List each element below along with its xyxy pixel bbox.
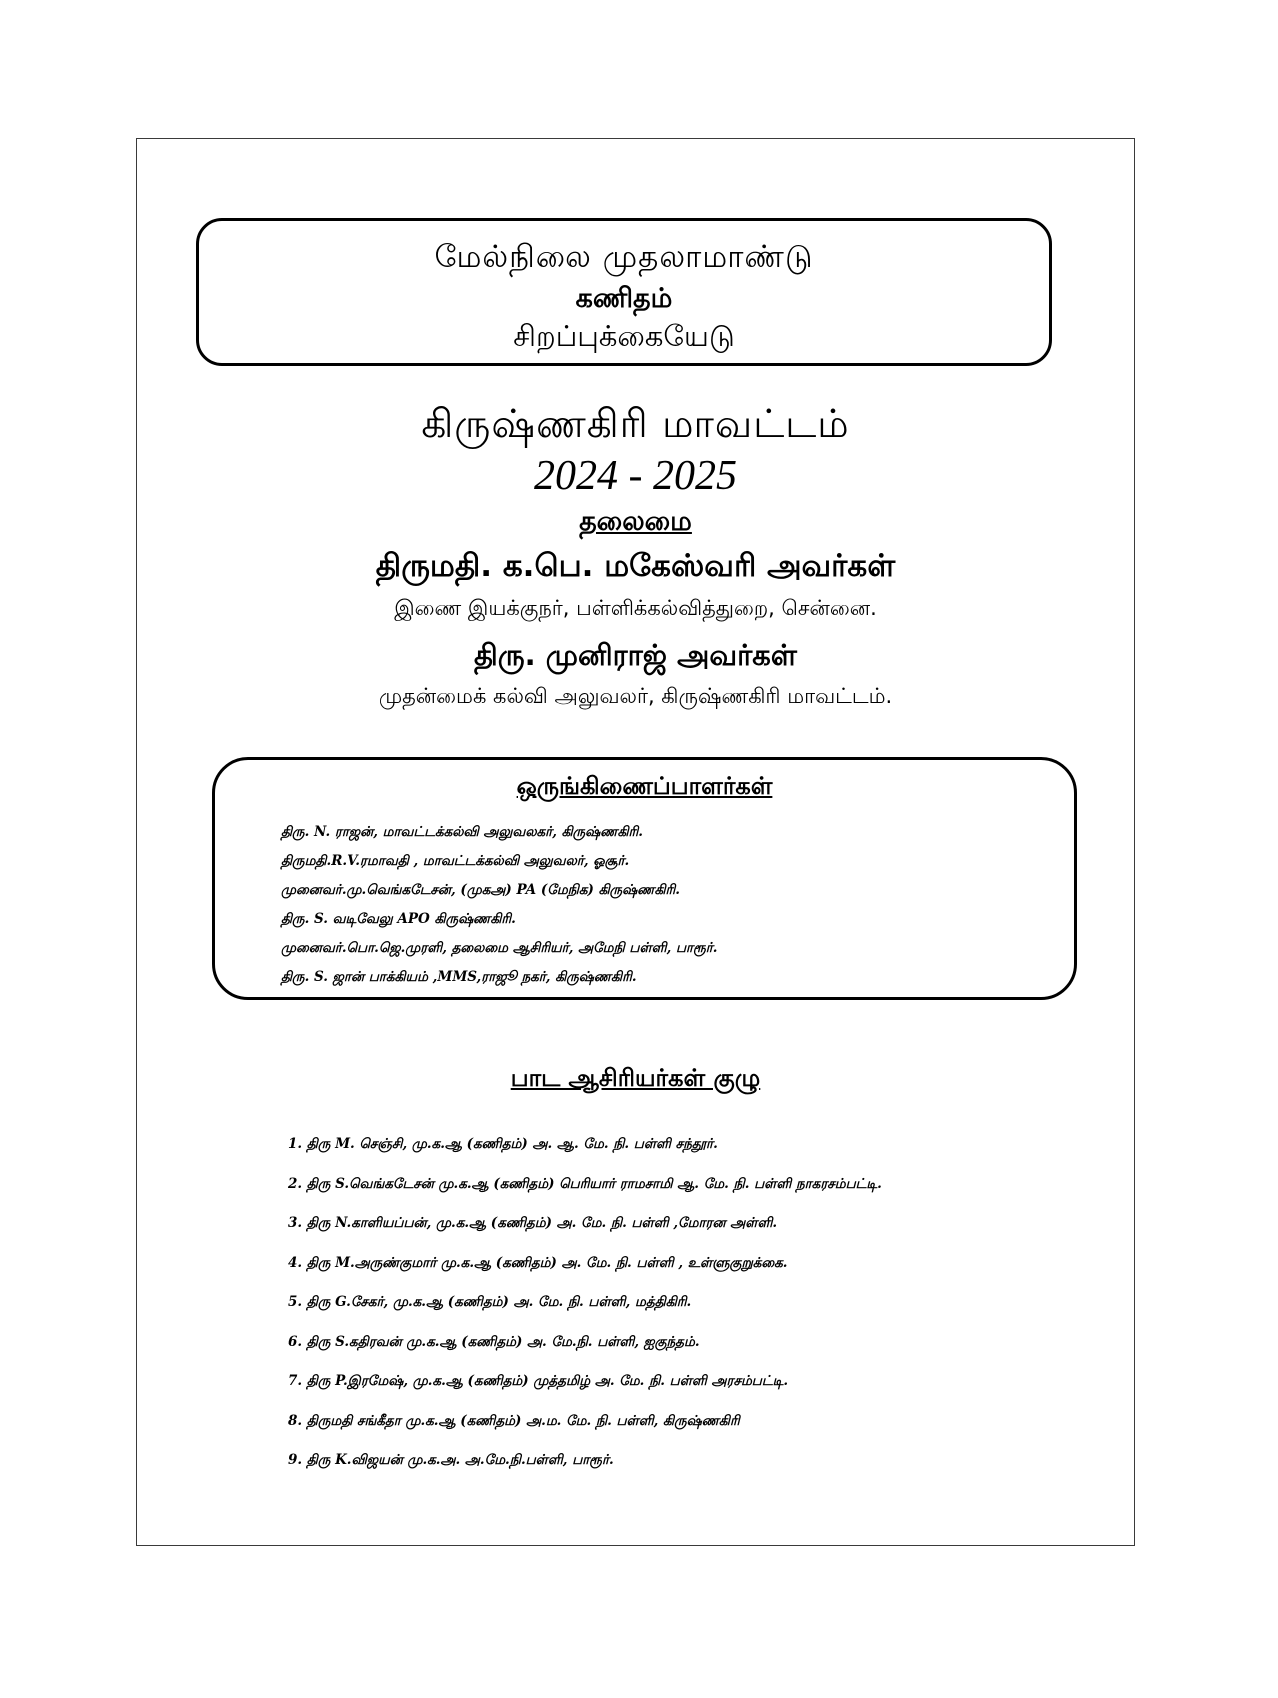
academic-year: 2024 - 2025 [534, 453, 737, 499]
leader1-name: திருமதி. க.பெ. மகேஸ்வரி அவர்கள் [375, 548, 896, 584]
title-box [196, 218, 1052, 366]
district-title: கிருஷ்ணகிரி மாவட்டம் [421, 402, 850, 447]
guide-title: சிறப்புக்கையேடு [513, 319, 735, 353]
coordinator-item: திரு. N. ராஜன், மாவட்டக்கல்வி அலுவலகர், கிருஷ்ணகிரி. [281, 824, 643, 840]
coordinators-list [281, 818, 717, 992]
leader2-role: முதன்மைக் கல்வி அலுவலர், கிருஷ்ணகிரி மாவட்டம். [378, 684, 893, 708]
teacher-item: 8. திருமதி சங்கீதா மு.க.ஆ (கணிதம்) அ.ம. மே. நி. பள்ளி, கிருஷ்ணகிரி [288, 1412, 740, 1429]
leader2-name: திரு. முனிராஜ் அவர்கள் [474, 638, 797, 672]
teachers-heading: பாட ஆசிரியர்கள் குழு [510, 1064, 761, 1092]
teacher-item: 5. திரு G.சேகர், மு.க.ஆ (கணிதம்) அ. மே. நி. பள்ளி, மத்திகிரி. [288, 1294, 692, 1310]
leader1-role: இணை இயக்குநர், பள்ளிக்கல்வித்துறை, சென்னை. [394, 596, 877, 620]
teacher-item: 7. திரு P.இரமேஷ், மு.க.ஆ (கணிதம்) முத்தமிழ் அ. மே. நி. பள்ளி அரசம்பட்டி. [288, 1373, 789, 1389]
subject-title: கணிதம் [575, 283, 673, 314]
teacher-item: 2. திரு S.வெங்கடேசன் மு.க.ஆ (கணிதம்) பெரியார் ராமசாமி ஆ. மே. நி. பள்ளி நாகரசம்பட்டி. [288, 1175, 882, 1192]
coordinators-box [212, 757, 1077, 1000]
coordinator-item: முனைவர்.பொ.ஜெ.முரளி, தலைமை ஆசிரியர், அமேநி பள்ளி, பாரூர். [281, 940, 718, 956]
teacher-item: 3. திரு N.காளியப்பன், மு.க.ஆ (கணிதம்) அ. மே. நி. பள்ளி ,மோரன அள்ளி. [288, 1215, 778, 1231]
coordinator-item: திரு. S. வடிவேலு APO கிருஷ்ணகிரி. [281, 911, 516, 927]
coordinator-item: திரு. S. ஜான் பாக்கியம் ,MMS,ராஜூ நகர், கிருஷ்ணகிரி. [281, 969, 637, 985]
teacher-item: 1. திரு M. செஞ்சி, மு.க.ஆ (கணிதம்) அ. ஆ. மே. நி. பள்ளி சந்தூர். [288, 1136, 718, 1152]
coordinator-item: திருமதி.R.V.ரமாவதி , மாவட்டக்கல்வி அலுவலர், ஓசூர். [281, 853, 630, 869]
coordinators-heading: ஒருங்கிணைப்பாளர்கள் [516, 772, 773, 800]
leadership-heading: தலைமை [579, 506, 692, 537]
teachers-list [288, 1125, 882, 1481]
course-level: மேல்நிலை முதலாமாண்டு [434, 239, 814, 275]
teacher-item: 6. திரு S.கதிரவன் மு.க.ஆ (கணிதம்) அ. மே.நி. பள்ளி, ஐகுந்தம். [288, 1333, 700, 1350]
coordinator-item: முனைவர்.மு.வெங்கடேசன், (முகஅ) PA (மேநிக) கிருஷ்ணகிரி. [281, 882, 680, 898]
teacher-item: 4. திரு M.அருண்குமார் மு.க.ஆ (கணிதம்) அ. மே. நி. பள்ளி , உள்ளுகுறுக்கை. [288, 1254, 788, 1271]
teacher-item: 9. திரு K.விஜயன் மு.க.அ. அ.மே.நி.பள்ளி, பாரூர். [288, 1452, 614, 1468]
